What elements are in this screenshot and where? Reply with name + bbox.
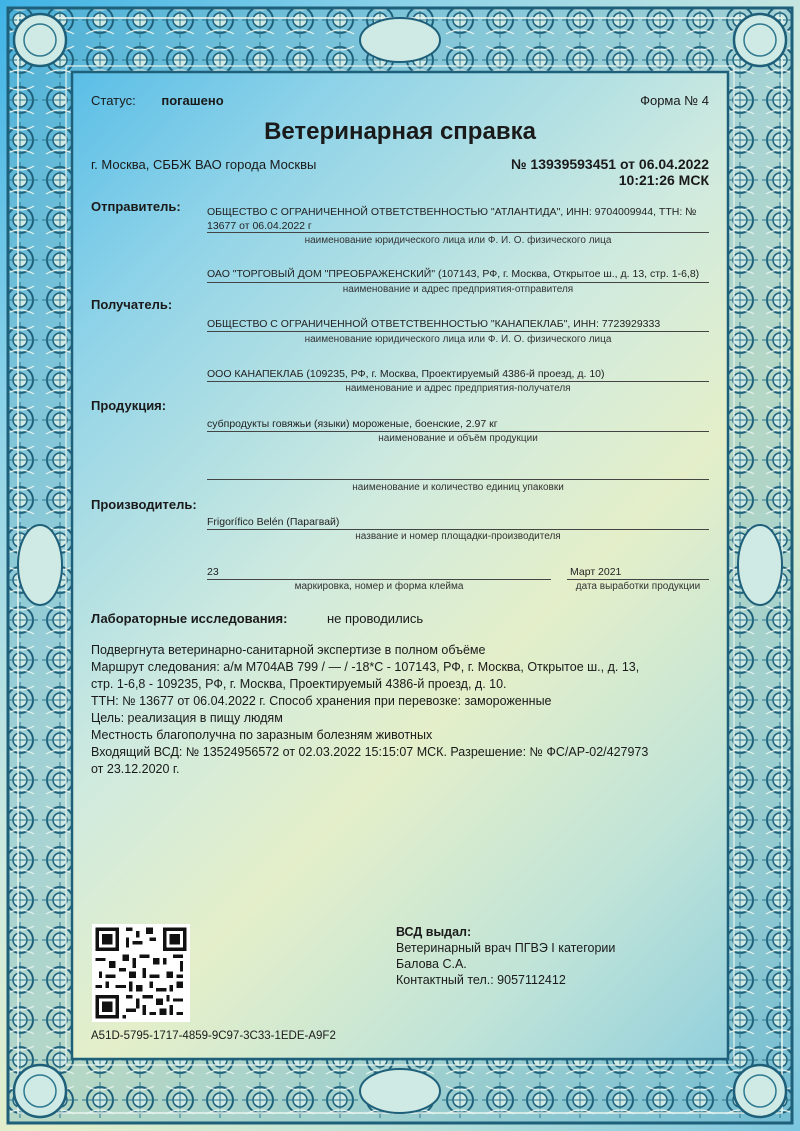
receiver-enterprise: ООО КАНАПЕКЛАБ (109235, РФ, г. Москва, Проектируемый 4386-й проезд, д. 10) bbox=[207, 368, 605, 380]
signer-title: ВСД выдал: bbox=[396, 925, 472, 939]
details-block bbox=[91, 642, 711, 778]
receiver-entity: ОБЩЕСТВО С ОГРАНИЧЕННОЙ ОТВЕТСТВЕННОСТЬЮ "КАНАПЕКЛАБ", ИНН: 7723929333 bbox=[207, 318, 661, 330]
production-date: Март 2021 bbox=[570, 566, 622, 578]
details-line-2: Маршрут следования: а/м М704АВ 799 / — / -18*С - 107143, РФ, г. Москва, Открытое ш., д. 13, bbox=[91, 660, 640, 674]
status-value: погашено bbox=[161, 93, 224, 108]
details-line-4: ТТН: № 13677 от 06.04.2022 г. Способ хранения при перевозке: замороженные bbox=[91, 694, 552, 708]
receiver-enterprise-caption: наименование и адрес предприятия-получателя bbox=[345, 383, 571, 394]
details-line-6: Местность благополучна по заразным болезням животных bbox=[91, 728, 433, 742]
details-line-3: стр. 1-6,8 - 109235, РФ, г. Москва, Проектируемый 4386-й проезд, д. 10. bbox=[91, 677, 507, 691]
sender-enterprise: ОАО "ТОРГОВЫЙ ДОМ "ПРЕОБРАЖЕНСКИЙ" (107143, РФ, г. Москва, Открытое ш., д. 13, стр. 1-6,8) bbox=[207, 268, 700, 280]
sender-enterprise-underline bbox=[207, 282, 709, 283]
issuer: г. Москва, СББЖ ВАО города Москвы bbox=[91, 157, 317, 172]
doc-number-block bbox=[511, 156, 709, 188]
signer-position: Ветеринарный врач ПГВЭ I категории bbox=[396, 941, 616, 955]
product-name-caption: наименование и объём продукции bbox=[378, 433, 538, 444]
product-name-underline bbox=[207, 431, 709, 432]
sender-entity-line2: 13677 от 06.04.2022 г bbox=[207, 220, 312, 232]
production-date-underline bbox=[567, 579, 709, 580]
production-date-caption: дата выработки продукции bbox=[575, 581, 701, 592]
receiver-entity-underline bbox=[207, 331, 709, 332]
producer-marking-underline bbox=[207, 579, 551, 580]
details-line-8: от 23.12.2020 г. bbox=[91, 762, 180, 776]
producer-marking: 23 bbox=[207, 566, 219, 578]
receiver-enterprise-underline bbox=[207, 381, 709, 382]
producer-name-underline bbox=[207, 529, 709, 530]
lab-value: не проводились bbox=[327, 611, 424, 626]
sender-entity-underline bbox=[207, 232, 709, 233]
sender-enterprise-caption: наименование и адрес предприятия-отправителя bbox=[342, 284, 574, 295]
producer-name-caption: название и номер площадки-производителя bbox=[355, 531, 561, 542]
product-label: Продукция: bbox=[91, 398, 167, 413]
qr-code[interactable] bbox=[92, 924, 190, 1022]
signer-name: Балова С.А. bbox=[396, 957, 467, 971]
sender-label: Отправитель: bbox=[91, 199, 181, 214]
receiver-entity-caption: наименование юридического лица или Ф. И. О. физического лица bbox=[304, 334, 612, 345]
signer-block bbox=[396, 924, 615, 988]
status-row bbox=[91, 93, 224, 108]
producer-name: Frigorífico Belén (Парагвай) bbox=[207, 516, 340, 528]
details-line-5: Цель: реализация в пищу людям bbox=[91, 711, 283, 725]
sender-entity-line1: ОБЩЕСТВО С ОГРАНИЧЕННОЙ ОТВЕТСТВЕННОСТЬЮ "АТЛАНТИДА", ИНН: 9704009944, ТТН: № bbox=[207, 206, 697, 218]
signer-phone: Контактный тел.: 9057112412 bbox=[396, 973, 566, 987]
doc-time: 10:21:26 МСК bbox=[618, 172, 709, 188]
sender-entity-caption: наименование юридического лица или Ф. И. О. физического лица bbox=[304, 235, 612, 246]
product-name: субпродукты говяжьи (языки) мороженые, боенские, 2.97 кг bbox=[207, 418, 498, 430]
sender-entity bbox=[207, 205, 709, 233]
page-title: Ветеринарная справка bbox=[264, 118, 536, 145]
form-number: Форма № 4 bbox=[640, 93, 709, 108]
doc-number: № 13939593451 от 06.04.2022 bbox=[510, 156, 709, 172]
package-underline bbox=[207, 479, 709, 480]
package-caption: наименование и количество единиц упаковки bbox=[352, 482, 564, 493]
details-line-1: Подвергнута ветеринарно-санитарной экспертизе в полном объёме bbox=[91, 643, 486, 657]
document-uuid: A51D-5795-1717-4859-9C97-3C33-1EDE-A9F2 bbox=[91, 1030, 336, 1042]
lab-label: Лабораторные исследования: bbox=[91, 611, 288, 626]
producer-marking-caption: маркировка, номер и форма клейма bbox=[294, 581, 464, 592]
receiver-label: Получатель: bbox=[91, 297, 173, 312]
producer-label: Производитель: bbox=[91, 497, 197, 512]
status-label: Статус: bbox=[91, 93, 136, 108]
details-line-7: Входящий ВСД: № 13524956572 от 02.03.2022 15:15:07 МСК. Разрешение: № ФС/АР-02/427973 bbox=[91, 745, 649, 759]
